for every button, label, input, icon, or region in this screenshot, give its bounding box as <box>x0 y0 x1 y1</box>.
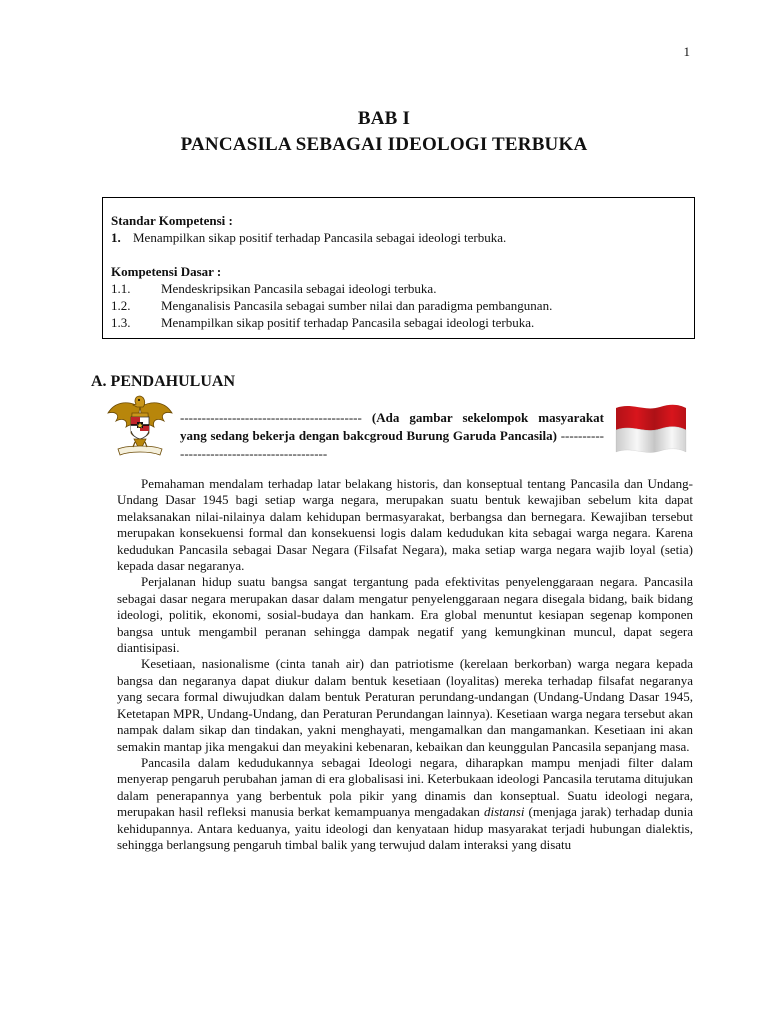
kompetensi-item-number: 1.2. <box>111 298 131 313</box>
kompetensi-item-text: Mendeskripsikan Pancasila sebagai ideologi terbuka. <box>161 281 437 296</box>
garuda-pancasila-emblem-icon <box>106 393 174 459</box>
competency-box <box>102 197 695 339</box>
standar-item-number: 1. <box>111 230 121 245</box>
italic-term: distansi <box>483 804 525 820</box>
chapter-title: PANCASILA SEBAGAI IDEOLOGI TERBUKA <box>180 134 588 155</box>
paragraph-text: (menjaga jarak) terhadap dunia kehidupannya. Antara keduanya, yaitu ideologi dan kenyataan hidup masyarakat terjadi hubungan dialektis, sehingga berlangsung pengaruh timbal balik yang terwujud dalam interaksi yang disatu <box>117 804 693 852</box>
kompetensi-heading: Kompetensi Dasar : <box>111 264 222 279</box>
caption-dashes-left: ------------------------------------------ <box>180 410 362 425</box>
kompetensi-item <box>111 297 686 314</box>
caption-dashes-right: -------------------------------------------- <box>180 428 604 461</box>
paragraph <box>117 755 693 853</box>
chapter-label: BAB I <box>357 108 411 129</box>
kompetensi-item-text: Menampilkan sikap positif terhadap Pancasila sebagai ideologi terbuka. <box>161 315 535 330</box>
page-number: 1 <box>683 44 690 59</box>
caption-text: (Ada gambar sekelompok masyarakat yang sedang bekerja dengan bakcgroud Burung Garuda Pancasila) <box>180 410 604 443</box>
image-placeholder-caption <box>180 409 604 463</box>
standar-item <box>111 229 686 246</box>
paragraph: Pemahaman mendalam terhadap latar belakang historis, dan konseptual tentang Pancasila dan Undang-Undang Dasar 1945 bagi setiap warga negara, merupakan suatu bentuk kewajiban sebelum kita dapat melaksanakan nilai-nilainya dalam kehidupan bermasyarakat, berbangsa dan bernegara. Kewajiban tersebut merupakan konsekuensi formal dan konsekuensi logis dalam kedudukan kita sebagai warga negara. Karena kedudukan Pancasila sebagai Dasar Negara (Filsafat Negara), maka setiap warga negara wajib loyal (setia) kepada dasar negaranya. <box>117 476 693 574</box>
kompetensi-item <box>111 280 686 297</box>
kompetensi-item <box>111 314 686 331</box>
kompetensi-item-number: 1.1. <box>111 281 131 296</box>
kompetensi-item-text: Menganalisis Pancasila sebagai sumber nilai dan paradigma pembangunan. <box>161 298 553 313</box>
indonesian-flag-icon <box>614 402 688 456</box>
section-title: A. PENDAHULUAN <box>91 373 235 390</box>
standar-heading: Standar Kompetensi : <box>111 213 233 228</box>
paragraph: Perjalanan hidup suatu bangsa sangat tergantung pada efektivitas penyelenggaraan negara. Pancasila sebagai dasar negara merupakan dasar dalam mengatur penyelenggaraan negara disegala bidang, baik bidang ideologi, politik, ekonomi, sosial-budaya dan hankam. Era global menuntut kesiapan segenap komponen bangsa untuk mengambil peranan sehingga dampak negatif yang kemungkinan muncul, dapat segera diantisipasi. <box>117 574 693 656</box>
chapter-heading <box>0 106 768 158</box>
introduction-body <box>117 476 693 853</box>
paragraph-text: Pancasila dalam kedudukannya sebagai Ideologi negara, diharapkan mampu menjadi filter dalam menyerap pengaruh perubahan jaman di era globalisasi ini. Keterbukaan ideologi Pancasila terutama ditujukan dalam penerapannya yang berbentuk pola pikir yang dinamis dan konseptual. Suatu ideologi negara, merupakan hasil refleksi manusia berkat kemampuanya mengadakan <box>117 754 693 820</box>
standar-item-text: Menampilkan sikap positif terhadap Pancasila sebagai ideologi terbuka. <box>133 230 507 245</box>
paragraph: Kesetiaan, nasionalisme (cinta tanah air) dan patriotisme (kerelaan berkorban) warga negara kepada bangsa dan negaranya dapat diukur dalam bentuk kesetiaan (loyalitas) mereka terhadap filsafat negaranya yang secara formal diwujudkan dalam bentuk Peraturan perundang-undangan (Undang-Undang Dasar 1945, Ketetapan MPR, Undang-Undang, dan Peraturan Perundangan lainnya). Kesetiaan warga negara tersebut akan nampak dalam sikap dan tindakan, yakni menghayati, mengamalkan dan mangamankan. Kesetiaan ini akan semakin mantap jika mengakui dan meyakini kebenaran, kebaikan dan keunggulan Pancasila sepanjang masa. <box>117 656 693 754</box>
kompetensi-item-number: 1.3. <box>111 315 131 330</box>
